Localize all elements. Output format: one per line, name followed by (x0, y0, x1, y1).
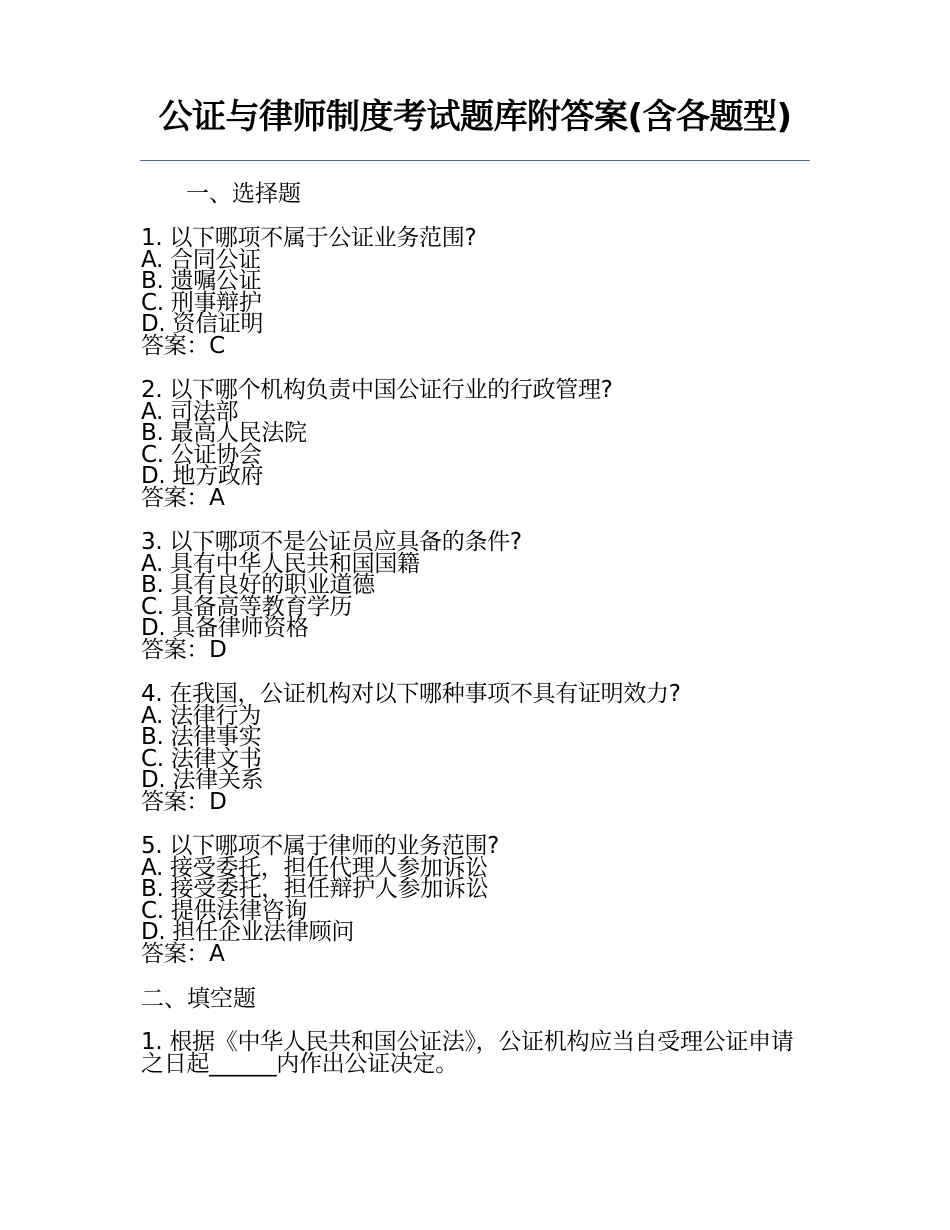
question-block (141, 225, 477, 359)
option-d: D. 具备律师资格 (141, 615, 309, 641)
section-heading-fill-blank: 二、填空题 (141, 986, 256, 1012)
option-a: A. 司法部 (141, 398, 239, 425)
option-d: D. 担任企业法律顾问 (141, 919, 355, 945)
question-stem: 4. 在我国，公证机构对以下哪种事项不具有证明效力? (141, 681, 681, 707)
option-c: C. 具备高等教育学历 (141, 593, 353, 620)
document-title: 公证与律师制度考试题库附答案(含各题型) (158, 97, 792, 137)
option-b: B. 最高人民法院 (141, 420, 307, 446)
question-block (141, 681, 681, 815)
option-b: B. 接受委托，担任辩护人参加诉讼 (141, 876, 489, 902)
question-stem: 1. 以下哪项不属于公证业务范围? (141, 225, 477, 251)
title-divider (140, 160, 810, 161)
option-c: C. 提供法律咨询 (141, 897, 307, 924)
section-heading-choice: 一、选择题 (186, 181, 301, 207)
option-c: C. 法律文书 (141, 745, 262, 772)
answer: 答案：D (141, 636, 227, 663)
question-block (141, 529, 522, 663)
answer: 答案：C (141, 332, 225, 359)
answer: 答案：A (141, 940, 225, 967)
option-d: D. 资信证明 (141, 311, 264, 337)
option-d: D. 地方政府 (141, 463, 264, 489)
answer: 答案：A (141, 484, 225, 511)
option-b: B. 遗嘱公证 (141, 268, 262, 294)
option-c: C. 公证协会 (141, 441, 262, 468)
question-stem: 3. 以下哪项不是公证员应具备的条件? (141, 529, 522, 555)
question-block (141, 377, 613, 511)
option-c: C. 刑事辩护 (141, 289, 262, 316)
fill-blank-question: 1. 根据《中华人民共和国公证法》，公证机构应当自受理公证申请之日起______内作出公证决定。 (141, 1029, 794, 1077)
question-block (141, 833, 500, 967)
option-b: B. 具有良好的职业道德 (141, 572, 375, 598)
question-stem: 5. 以下哪项不属于律师的业务范围? (141, 833, 500, 859)
option-a: A. 具有中华人民共和国国籍 (141, 550, 420, 577)
option-d: D. 法律关系 (141, 767, 264, 793)
option-a: A. 接受委托，担任代理人参加诉讼 (141, 854, 488, 881)
answer: 答案：D (141, 788, 227, 815)
option-b: B. 法律事实 (141, 724, 262, 750)
option-a: A. 合同公证 (141, 246, 261, 273)
option-a: A. 法律行为 (141, 702, 261, 729)
question-stem: 2. 以下哪个机构负责中国公证行业的行政管理? (141, 377, 613, 403)
